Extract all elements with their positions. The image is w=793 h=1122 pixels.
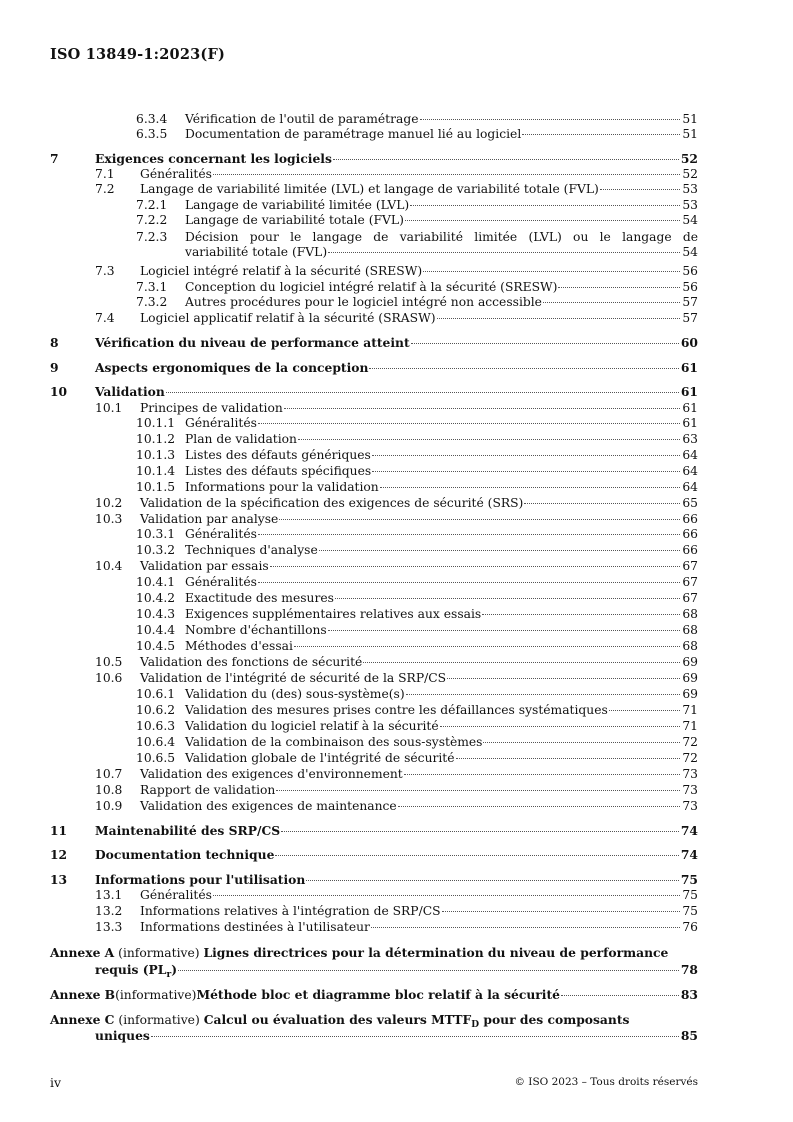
toc-entry-title: Langage de variabilité limitée (LVL)	[185, 198, 410, 212]
toc-entry-page: 65	[682, 496, 698, 510]
toc-entry-page: 66	[682, 527, 698, 541]
annex-title-continued: )	[171, 961, 178, 977]
toc-entry[interactable]	[95, 655, 698, 670]
toc-entry-page: 61	[680, 384, 698, 399]
toc-entry-title: Validation des exigences de maintenance	[140, 799, 397, 813]
dot-leader	[423, 271, 680, 272]
toc-entry[interactable]	[95, 311, 698, 326]
toc-entry-number: 10.3.2	[136, 543, 176, 557]
toc-entry[interactable]	[95, 904, 698, 919]
toc-entry-title: Validation des fonctions de sécurité	[140, 655, 363, 669]
toc-entry-title: Plan de validation	[185, 432, 297, 446]
toc-entry-page: 54	[682, 213, 698, 227]
annex-title: Méthode bloc et diagramme bloc relatif à la sécurité	[196, 987, 560, 1002]
toc-entry-title: Documentation technique	[95, 847, 275, 862]
toc-entry[interactable]	[50, 152, 698, 167]
toc-entry-page: 66	[682, 543, 698, 557]
toc-entry-number: 10	[50, 384, 68, 399]
dot-leader	[294, 646, 680, 647]
dot-leader	[166, 392, 679, 393]
toc-entry[interactable]	[95, 264, 698, 279]
annex-title-continued: uniques	[95, 1027, 150, 1043]
dot-leader	[561, 995, 679, 996]
dot-leader	[328, 252, 680, 253]
toc-entry[interactable]	[95, 888, 698, 903]
toc-entry-title: Listes des défauts spécifiques	[185, 464, 372, 478]
toc-entry-title: Validation globale de l'intégrité de sécurité	[185, 751, 455, 765]
dot-leader	[372, 471, 680, 472]
toc-entry-number: 10.3	[95, 512, 123, 526]
toc-entry-number: 10.1.1	[136, 416, 176, 430]
dot-leader	[276, 790, 680, 791]
dot-leader	[369, 368, 678, 369]
annex-title: Calcul ou évaluation des valeurs MTTF	[203, 1012, 472, 1027]
dot-leader	[543, 302, 680, 303]
dot-leader	[522, 134, 680, 135]
toc-entry-page: 60	[680, 335, 698, 350]
toc-entry-page: 74	[680, 823, 698, 838]
dot-leader	[398, 806, 681, 807]
dot-leader	[524, 503, 680, 504]
annex-page: 83	[680, 987, 698, 1002]
toc-entry-number: 10.6.3	[136, 719, 176, 733]
toc-entry-number: 10.4.5	[136, 639, 176, 653]
toc-entry[interactable]	[50, 336, 698, 351]
toc-annex-entry[interactable]	[50, 945, 698, 980]
toc-entry-page: 61	[682, 401, 698, 415]
dot-leader	[258, 423, 680, 424]
toc-entry-page: 64	[682, 448, 698, 462]
toc-entry-title: Langage de variabilité totale (FVL)	[185, 213, 404, 227]
toc-entry[interactable]	[50, 361, 698, 376]
toc-entry-page: 67	[682, 591, 698, 605]
toc-entry-page: 57	[682, 311, 698, 325]
toc-entry-title: Informations destinées à l'utilisateur	[140, 920, 370, 934]
toc-entry[interactable]	[136, 527, 698, 542]
toc-entry[interactable]	[136, 751, 698, 766]
toc-entry-page: 61	[680, 360, 698, 375]
toc-entry-page: 61	[682, 416, 698, 430]
toc-entry-title: Généralités	[140, 888, 212, 902]
toc-entry-number: 7.3.1	[136, 280, 168, 294]
toc-entry-number: 10.3.1	[136, 527, 176, 541]
annex-title: Lignes directrices pour la détermination du niveau de performance	[203, 945, 669, 960]
toc-entry[interactable]	[95, 920, 698, 935]
toc-entry-number: 10.6	[95, 671, 123, 685]
toc-annex-entry[interactable]	[50, 1013, 698, 1043]
toc-entry-title: Généralités	[185, 575, 257, 589]
toc-entry[interactable]	[95, 167, 698, 182]
toc-entry-number: 10.7	[95, 767, 123, 781]
toc-entry-page: 64	[682, 480, 698, 494]
toc-entry-title: Informations pour l'utilisation	[95, 872, 306, 887]
dot-leader	[335, 598, 680, 599]
toc-entry[interactable]	[50, 848, 698, 863]
toc-entry-title: Listes des défauts génériques	[185, 448, 371, 462]
toc-entry-number: 10.1.5	[136, 480, 176, 494]
toc-entry[interactable]	[95, 401, 698, 416]
page-number: iv	[50, 1075, 62, 1090]
toc-entry-page: 73	[682, 767, 698, 781]
toc-entry[interactable]	[50, 385, 698, 400]
dot-leader	[298, 439, 680, 440]
dot-leader	[279, 519, 680, 520]
toc-entry-number: 10.6.5	[136, 751, 176, 765]
toc-entry-page: 63	[682, 432, 698, 446]
dot-leader	[371, 927, 680, 928]
toc-entry-page: 52	[682, 167, 698, 181]
toc-entry[interactable]	[136, 127, 698, 142]
toc-entry[interactable]	[136, 719, 698, 734]
toc-entry-title: Logiciel applicatif relatif à la sécurité (SRASW)	[140, 311, 436, 325]
toc-entry-title: Validation du (des) sous-système(s)	[185, 687, 405, 701]
toc-entry-number: 10.1	[95, 401, 123, 415]
toc-entry-title-continued: variabilité totale (FVL)	[185, 244, 328, 259]
toc-entry-title: Principes de validation	[140, 401, 283, 415]
dot-leader	[328, 630, 681, 631]
toc-entry-number: 10.1.2	[136, 432, 176, 446]
toc-entry-title: Autres procédures pour le logiciel intégré non accessible	[185, 295, 542, 309]
toc-entry-number: 10.4	[95, 559, 123, 573]
toc-entry-title: Validation	[95, 384, 165, 399]
toc-entry-page: 72	[682, 751, 698, 765]
toc-entry[interactable]	[136, 295, 698, 310]
dot-leader	[437, 318, 681, 319]
subscript: r	[166, 969, 172, 980]
toc-entry-page: 54	[682, 244, 698, 259]
toc-entry[interactable]	[95, 496, 698, 511]
toc-entry-title: Informations relatives à l'intégration de SRP/CS	[140, 904, 441, 918]
annex-page: 85	[680, 1027, 698, 1043]
toc-entry[interactable]	[95, 783, 698, 798]
toc-entry-title: Techniques d'analyse	[185, 543, 318, 557]
toc-entry-number: 10.6.2	[136, 703, 176, 717]
toc-entry-page: 69	[682, 655, 698, 669]
dot-leader	[482, 614, 680, 615]
toc-entry-page: 51	[682, 112, 698, 126]
toc-entry-number: 10.6.1	[136, 687, 176, 701]
dot-leader	[363, 662, 680, 663]
toc-entry-number: 10.5	[95, 655, 123, 669]
dot-leader	[270, 566, 681, 567]
toc-entry-page: 56	[682, 264, 698, 278]
dot-leader	[275, 855, 678, 856]
toc-entry[interactable]	[136, 416, 698, 431]
toc-annex-entry[interactable]	[50, 988, 698, 1003]
toc-entry-page: 72	[682, 735, 698, 749]
toc-entry-number: 13.3	[95, 920, 123, 934]
dot-leader	[151, 1036, 679, 1037]
toc-entry-title: Vérification de l'outil de paramétrage	[185, 112, 419, 126]
document-id: ISO 13849-1:2023(F)	[50, 46, 226, 63]
toc-entry-number: 7.2.1	[136, 198, 168, 212]
dot-leader	[456, 758, 681, 759]
toc-entry-title: Conception du logiciel intégré relatif à la sécurité (SRESW)	[185, 280, 558, 294]
toc-entry-page: 53	[682, 198, 698, 212]
dot-leader	[258, 534, 680, 535]
toc-entry-page: 57	[682, 295, 698, 309]
toc-entry[interactable]	[136, 112, 698, 127]
toc-entry[interactable]	[136, 735, 698, 750]
toc-entry[interactable]	[95, 182, 698, 197]
toc-entry-title: Généralités	[185, 527, 257, 541]
toc-entry-page: 75	[682, 904, 698, 918]
toc-entry-title: Exactitude des mesures	[185, 591, 334, 605]
dot-leader	[483, 742, 680, 743]
toc-entry-title: Validation de l'intégrité de sécurité de la SRP/CS	[140, 671, 447, 685]
toc-entry[interactable]	[136, 213, 698, 228]
toc-entry-page: 68	[682, 623, 698, 637]
toc-entry-title: Aspects ergonomiques de la conception	[95, 360, 369, 375]
toc-entry-number: 10.1.3	[136, 448, 176, 462]
toc-entry[interactable]	[95, 767, 698, 782]
annex-label: Annexe C	[50, 1012, 115, 1027]
dot-leader	[306, 880, 679, 881]
toc-entry-title: Documentation de paramétrage manuel lié au logiciel	[185, 127, 522, 141]
toc-entry-number: 13.1	[95, 888, 123, 902]
toc-entry-title: Généralités	[140, 167, 212, 181]
dot-leader	[258, 582, 680, 583]
dot-leader	[333, 159, 679, 160]
dot-leader	[609, 710, 681, 711]
toc-entry-number: 10.4.4	[136, 623, 176, 637]
annex-kind: (informative)	[115, 988, 197, 1002]
dot-leader	[178, 970, 679, 971]
toc-entry-number: 13.2	[95, 904, 123, 918]
toc-entry-title: Validation par essais	[140, 559, 269, 573]
toc-entry-page: 69	[682, 687, 698, 701]
toc-entry-page: 75	[682, 888, 698, 902]
dot-leader	[447, 678, 680, 679]
toc-entry[interactable]	[136, 607, 698, 622]
toc-entry[interactable]	[136, 575, 698, 590]
toc-entry-page: 56	[682, 280, 698, 294]
toc-entry[interactable]	[136, 687, 698, 702]
toc-entry-title: Logiciel intégré relatif à la sécurité (SRESW)	[140, 264, 423, 278]
dot-leader	[404, 774, 681, 775]
toc-entry[interactable]	[95, 559, 698, 574]
toc-entry-number: 7.1	[95, 167, 115, 181]
toc-entry-title: Exigences concernant les logiciels	[95, 151, 332, 166]
toc-entry[interactable]	[136, 432, 698, 447]
toc-entry-number: 10.4.2	[136, 591, 176, 605]
toc-entry[interactable]	[95, 799, 698, 814]
toc-entry-title: Validation des exigences d'environnement	[140, 767, 403, 781]
toc-entry-page: 76	[682, 920, 698, 934]
toc-entry-number: 10.6.4	[136, 735, 176, 749]
toc-entry-title: Vérification du niveau de performance atteint	[95, 335, 410, 350]
toc-entry-number: 13	[50, 872, 68, 887]
toc-entry[interactable]	[136, 480, 698, 495]
toc-entry-page: 68	[682, 607, 698, 621]
toc-entry-page: 68	[682, 639, 698, 653]
toc-entry-number: 9	[50, 360, 59, 375]
toc-entry-number: 8	[50, 335, 59, 350]
toc-entry-title: Nombre d'échantillons	[185, 623, 327, 637]
toc-entry-number: 7.2.3	[136, 230, 168, 244]
annex-title: pour des composants	[483, 1012, 630, 1027]
toc-entry[interactable]	[136, 280, 698, 295]
toc-entry-page: 75	[680, 872, 698, 887]
toc-entry-page: 69	[682, 671, 698, 685]
toc-entry-title: Maintenabilité des SRP/CS	[95, 823, 281, 838]
annex-label: Annexe A	[50, 945, 115, 960]
toc-entry-title: Exigences supplémentaires relatives aux essais	[185, 607, 482, 621]
toc-entry-number: 7.2	[95, 182, 115, 196]
toc-entry[interactable]	[136, 464, 698, 479]
toc-entry-number: 7.2.2	[136, 213, 168, 227]
dot-leader	[281, 831, 679, 832]
toc-entry-number: 7.3.2	[136, 295, 168, 309]
toc-entry-title: Validation des mesures prises contre les défaillances systématiques	[185, 703, 608, 717]
annex-kind: (informative)	[118, 946, 200, 960]
toc-entry-page: 52	[680, 151, 698, 166]
toc-entry-number: 10.8	[95, 783, 123, 797]
toc-entry-page: 53	[682, 182, 698, 196]
toc-entry[interactable]	[95, 512, 698, 527]
toc-entry-number: 12	[50, 847, 68, 862]
toc-entry[interactable]	[136, 639, 698, 654]
toc-entry-page: 73	[682, 783, 698, 797]
dot-leader	[600, 189, 681, 190]
toc-entry-number: 6.3.5	[136, 127, 168, 141]
toc-entry[interactable]	[136, 543, 698, 558]
dot-leader	[442, 911, 681, 912]
annex-title-continued: requis (PL	[95, 961, 167, 977]
dot-leader	[284, 408, 681, 409]
toc-entry-number: 7.4	[95, 311, 115, 325]
dot-leader	[411, 343, 679, 344]
dot-leader	[558, 287, 680, 288]
annex-page: 78	[680, 961, 698, 977]
toc-entry-number: 10.2	[95, 496, 123, 510]
toc-entry[interactable]	[136, 591, 698, 606]
toc-entry-title: Rapport de validation	[140, 783, 276, 797]
toc-entry-number: 10.4.3	[136, 607, 176, 621]
toc-entry-number: 10.1.4	[136, 464, 176, 478]
toc-entry[interactable]	[50, 873, 698, 888]
toc-entry[interactable]	[136, 448, 698, 463]
toc-entry[interactable]	[136, 198, 698, 213]
dot-leader	[372, 455, 680, 456]
dot-leader	[380, 487, 681, 488]
toc-entry-title: Validation de la spécification des exigences de sécurité (SRS)	[140, 496, 524, 510]
toc-entry-title: Informations pour la validation	[185, 480, 379, 494]
dot-leader	[213, 895, 680, 896]
dot-leader	[440, 726, 681, 727]
toc-entry-page: 74	[680, 847, 698, 862]
toc-entry-number: 10.9	[95, 799, 123, 813]
toc-entry[interactable]	[136, 703, 698, 718]
dot-leader	[405, 220, 680, 221]
toc-entry[interactable]	[136, 230, 698, 259]
dot-leader	[410, 205, 680, 206]
dot-leader	[319, 550, 681, 551]
toc-entry-title: Validation par analyse	[140, 512, 279, 526]
toc-entry-page: 66	[682, 512, 698, 526]
toc-entry-title: Langage de variabilité limitée (LVL) et langage de variabilité totale (FVL)	[140, 182, 599, 196]
dot-leader	[406, 694, 681, 695]
toc-entry[interactable]	[95, 671, 698, 686]
toc-entry-page: 67	[682, 559, 698, 573]
toc-entry-title: Décision pour le langage de variabilité limitée (LVL) ou le langage de	[185, 230, 698, 244]
toc-entry[interactable]	[136, 623, 698, 638]
toc-entry-title: Méthodes d'essai	[185, 639, 293, 653]
toc-entry-title: Validation du logiciel relatif à la sécurité	[185, 719, 439, 733]
dot-leader	[420, 119, 681, 120]
annex-label: Annexe B	[50, 987, 116, 1002]
toc-entry[interactable]	[50, 824, 698, 839]
toc-entry-number: 11	[50, 823, 68, 838]
toc-entry-page: 51	[682, 127, 698, 141]
toc-entry-title: Généralités	[185, 416, 257, 430]
toc-entry-page: 71	[682, 703, 698, 717]
copyright: © ISO 2023 – Tous droits réservés	[514, 1076, 698, 1088]
toc-entry-number: 10.4.1	[136, 575, 176, 589]
toc-entry-page: 67	[682, 575, 698, 589]
toc-entry-number: 7.3	[95, 264, 115, 278]
subscript: D	[471, 1020, 480, 1030]
toc-entry-number: 6.3.4	[136, 112, 168, 126]
annex-kind: (informative)	[118, 1013, 200, 1027]
toc-entry-number: 7	[50, 151, 59, 166]
toc-entry-title: Validation de la combinaison des sous-systèmes	[185, 735, 483, 749]
dot-leader	[213, 174, 680, 175]
toc-entry-page: 71	[682, 719, 698, 733]
toc-entry-page: 73	[682, 799, 698, 813]
toc-entry-page: 64	[682, 464, 698, 478]
